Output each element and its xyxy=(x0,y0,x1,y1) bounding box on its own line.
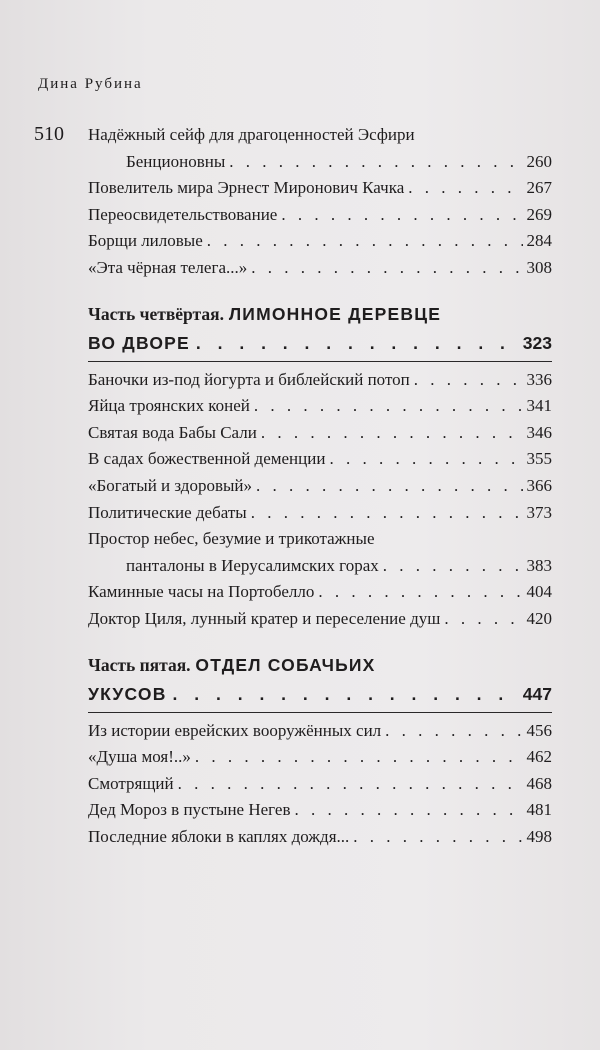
part-label: Часть пятая. xyxy=(88,654,191,675)
toc-entry-title: Смотрящий xyxy=(88,773,174,793)
toc-entry xyxy=(88,228,552,255)
toc-entry xyxy=(88,500,552,527)
dot-leader xyxy=(353,824,522,851)
toc-entry xyxy=(88,393,552,420)
dot-leader xyxy=(173,680,517,709)
toc-entry xyxy=(88,718,552,745)
dot-leader xyxy=(383,553,523,580)
part-label: Часть четвёртая. xyxy=(88,303,224,324)
part-page: 323 xyxy=(522,332,552,353)
part-heading xyxy=(88,300,552,329)
toc-entry-page: 498 xyxy=(526,826,552,846)
toc-entry-line: Надёжный сейф для драгоценностей Эсфири xyxy=(88,125,415,144)
toc-entry-title: Каминные часы на Портобелло xyxy=(88,582,315,602)
toc-entry xyxy=(88,446,552,473)
toc-entry-title: Яйца троянских коней xyxy=(88,396,250,416)
table-of-contents xyxy=(88,122,552,850)
dot-leader xyxy=(444,606,522,633)
dot-leader xyxy=(207,228,523,255)
toc-entry-page: 355 xyxy=(526,449,552,469)
toc-entry xyxy=(88,797,552,824)
toc-entry-page: 456 xyxy=(526,720,552,740)
toc-entry-page: 468 xyxy=(526,773,552,793)
toc-entry xyxy=(88,367,552,394)
dot-leader xyxy=(261,420,523,447)
toc-entry xyxy=(88,202,552,229)
toc-entry xyxy=(88,420,552,447)
part-page: 447 xyxy=(522,683,552,704)
toc-entry xyxy=(88,255,552,282)
toc-entry-page: 373 xyxy=(526,502,552,522)
dot-leader xyxy=(251,500,523,527)
toc-entry-title: Повелитель мира Эрнест Миронович Качка xyxy=(88,178,405,198)
toc-entry xyxy=(88,579,552,606)
toc-entry xyxy=(88,553,552,580)
toc-entry-title: Переосвидетельствование xyxy=(88,204,278,224)
toc-entry-title: Политические дебаты xyxy=(88,502,247,522)
toc-entry-title: Святая вода Бабы Сали xyxy=(88,422,257,442)
toc-entry-title: В садах божественной деменции xyxy=(88,449,326,469)
running-head: Дина Рубина xyxy=(38,76,143,92)
toc-entry-title: «Эта чёрная телега...» xyxy=(88,257,248,277)
toc-entry xyxy=(88,606,552,633)
part-title: УКУСОВ xyxy=(88,683,167,704)
dot-leader xyxy=(281,202,522,229)
toc-entry-page: 308 xyxy=(526,257,552,277)
divider xyxy=(88,712,552,713)
dot-leader xyxy=(251,255,522,282)
dot-leader xyxy=(195,744,523,771)
toc-entry-line: Простор небес, безумие и трикотажные xyxy=(88,529,375,549)
toc-entry-page: 404 xyxy=(526,582,552,602)
toc-entry-page: 481 xyxy=(526,800,552,820)
toc-entry xyxy=(88,149,552,176)
part-title: ОТДЕЛ СОБАЧЬИХ xyxy=(195,654,376,675)
toc-entry-title: «Богатый и здоровый» xyxy=(88,475,252,495)
toc-entry-title: «Душа моя!..» xyxy=(88,747,191,767)
toc-entry-page: 420 xyxy=(526,608,552,628)
page-number: 510 xyxy=(34,123,64,145)
toc-entry-page: 341 xyxy=(526,396,552,416)
dot-leader xyxy=(414,367,523,394)
toc-entry xyxy=(88,175,552,202)
part-title: ЛИМОННОЕ ДЕРЕВЦЕ xyxy=(228,303,442,324)
toc-entry-page: 366 xyxy=(526,475,552,495)
toc-entry-page: 383 xyxy=(526,555,552,575)
dot-leader xyxy=(196,329,517,358)
toc-entry-page: 260 xyxy=(526,151,552,171)
divider xyxy=(88,361,552,362)
dot-leader xyxy=(385,718,522,745)
dot-leader xyxy=(254,393,523,420)
dot-leader xyxy=(295,797,523,824)
toc-entry-title: панталоны в Иерусалимских горах xyxy=(126,555,379,575)
dot-leader xyxy=(318,579,522,606)
toc-entry xyxy=(88,744,552,771)
part-title: ВО ДВОРЕ xyxy=(88,332,190,353)
dot-leader xyxy=(329,446,522,473)
toc-entry-title: Доктор Циля, лунный кратер и переселение душ xyxy=(88,608,441,628)
toc-entry-page: 284 xyxy=(526,231,552,251)
toc-entry xyxy=(88,771,552,798)
toc-entry-title: Дед Мороз в пустыне Негев xyxy=(88,800,291,820)
dot-leader xyxy=(229,149,522,176)
dot-leader xyxy=(256,473,523,500)
part-heading xyxy=(88,651,552,680)
toc-entry-title: Баночки из-под йогурта и библейский потоп xyxy=(88,369,410,389)
toc-entry xyxy=(88,824,552,851)
toc-entry-page: 346 xyxy=(526,422,552,442)
part-heading-line xyxy=(88,680,552,709)
toc-entry-title: Борщи лиловые xyxy=(88,231,203,251)
toc-entry-page: 336 xyxy=(526,369,552,389)
toc-entry-title: Последние яблоки в каплях дождя... xyxy=(88,826,350,846)
toc-entry-title: Из истории еврейских вооружённых сил xyxy=(88,720,382,740)
dot-leader xyxy=(408,175,522,202)
toc-entry-page: 269 xyxy=(526,204,552,224)
dot-leader xyxy=(178,771,523,798)
part-heading-line xyxy=(88,329,552,358)
toc-entry-title: Бенционовны xyxy=(126,151,226,171)
toc-entry-page: 267 xyxy=(526,178,552,198)
toc-entry xyxy=(88,473,552,500)
toc-entry-page: 462 xyxy=(526,747,552,767)
